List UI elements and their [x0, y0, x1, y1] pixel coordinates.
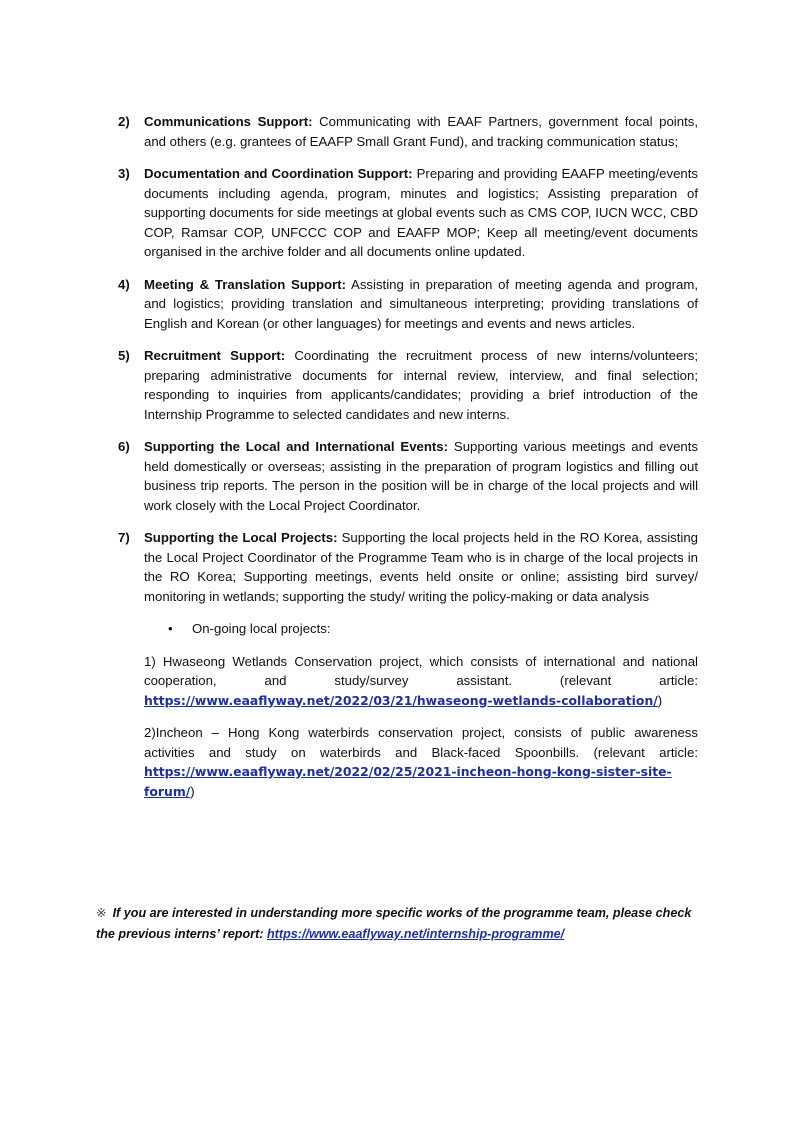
project-article-link[interactable]: https://www.eaaflyway.net/2022/02/25/2021-incheon-hong-kong-sister-site-forum/ [144, 764, 672, 799]
footnote-text: If you are interested in understanding more specific works of the programme team, please check the previous interns’ report: [96, 906, 692, 941]
list-item [118, 528, 698, 801]
list-item [118, 164, 698, 262]
item-number: 4) [118, 276, 130, 292]
item-text [144, 346, 698, 424]
item-heading: Documentation and Coordination Support: [144, 166, 413, 181]
ongoing-label: On-going local projects: [192, 621, 331, 636]
internship-report-link[interactable]: https://www.eaaflyway.net/internship-programme/ [266, 927, 565, 941]
item-text [144, 164, 698, 262]
project-close-paren: ) [190, 783, 195, 799]
list-item [118, 275, 698, 334]
item-body: Supporting the local projects held in the RO Korea, assisting the Local Project Coordinator of the Programme Team who is in charge of the local projects in the RO Korea; Supporting meetings, events held onsite or online; assisting bird survey/ monitoring in wetlands; supporting the study/ writing the policy-making or data analysis [144, 530, 698, 604]
project-text: 1) Hwaseong Wetlands Conservation project, which consists of international and national cooperation, and study/survey assistant. (relevant article: [144, 653, 698, 688]
item-text [144, 437, 698, 515]
item-body: Assisting in preparation of meeting agenda and program, and logistics; providing translation and simultaneous interpreting; providing translations of English and Korean (or other languages) for meetings and events and news articles. [144, 276, 698, 331]
project-entry [144, 723, 698, 801]
item-body: Communicating with EAAF Partners, government focal points, and others (e.g. grantees of EAAFP Small Grant Fund), and tracking communication status; [144, 114, 698, 149]
reference-mark-icon: ※ [96, 906, 107, 920]
project-article-link[interactable]: https://www.eaaflyway.net/2022/03/21/hwaseong-wetlands-collaboration/ [144, 692, 658, 708]
bullet-icon: • [168, 621, 173, 636]
item-number: 3) [118, 166, 130, 181]
project-entry [144, 652, 698, 711]
list-item [118, 346, 698, 424]
item-body: Preparing and providing EAAFP meeting/events documents including agenda, program, minutes and logistics; Assisting preparation of supporting documents for side meetings at global events such as CMS COP, IUCN WCC, CBD COP, Ramsar COP, UNFCCC COP and EAAFP MOP; Keep all meeting/event documents organised in the archive folder and all documents online updated. [144, 166, 698, 259]
item-heading: Meeting & Translation Support: [144, 276, 346, 292]
item-heading: Supporting the Local Projects: [144, 530, 338, 545]
item-body: Supporting various meetings and events held domestically or overseas; assisting in the preparation of program logistics and filling out business trip reports. The person in the position will be in charge of the local projects and will work closely with the Local Project Coordinator. [144, 439, 698, 513]
ongoing-bullet-line [144, 619, 698, 639]
duties-list [118, 112, 698, 814]
project-close-paren: ) [657, 692, 663, 708]
item-number: 6) [118, 439, 130, 454]
list-item [118, 112, 698, 151]
item-number: 2) [118, 114, 130, 129]
item-heading: Communications Support: [144, 114, 313, 129]
item-number: 5) [118, 348, 130, 363]
list-item [118, 437, 698, 515]
item-text [144, 275, 698, 334]
footnote [96, 903, 698, 945]
item-heading: Supporting the Local and International Events: [144, 439, 449, 454]
item-number: 7) [118, 530, 130, 545]
item-text [144, 112, 698, 151]
ongoing-projects [144, 619, 698, 801]
item-heading: Recruitment Support: [144, 348, 286, 363]
item-text [144, 528, 698, 606]
project-text: 2)Incheon – Hong Kong waterbirds conservation project, consists of public awareness activities and study on waterbirds and Black-faced Spoonbills. (relevant article: [144, 725, 698, 760]
item-body: Coordinating the recruitment process of new interns/volunteers; preparing administrative documents for internal review, interview, and final selection; responding to inquiries from applicants/candidates; providing a brief introduction of the Internship Programme to selected candidates and new interns. [144, 348, 698, 422]
